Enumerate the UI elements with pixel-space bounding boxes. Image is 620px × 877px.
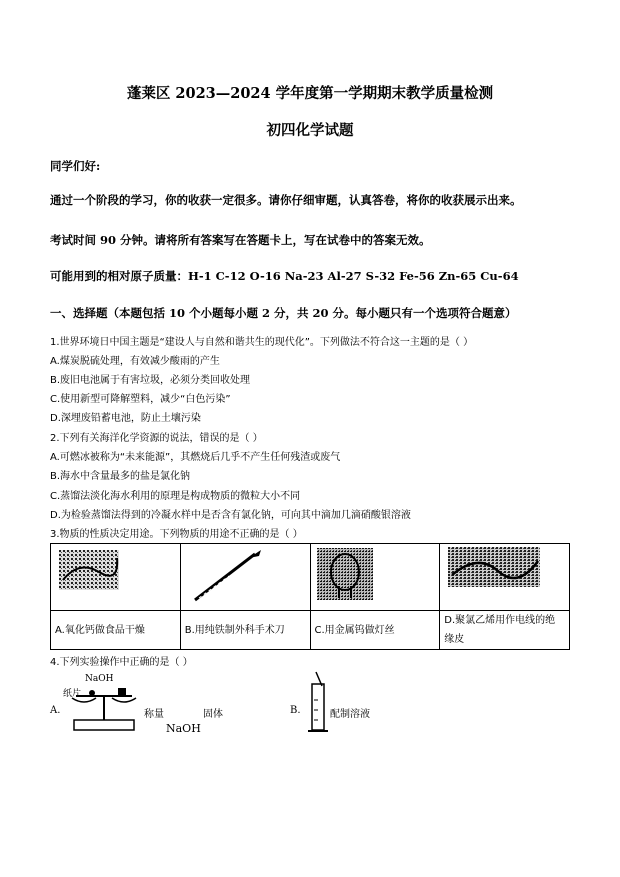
- option-d-caption: D.聚氯乙烯用作电线的绝缘皮: [440, 611, 570, 650]
- greeting: 同学们好:: [50, 159, 101, 173]
- question-1-option-d: D.深埋废铅蓄电池，防止土壤污染: [50, 413, 201, 424]
- intro-line-1: 通过一个阶段的学习，你的收获一定很多。请你仔细审题，认真答卷，将你的收获展示出来。: [50, 193, 522, 207]
- intro-line-2: 考试时间 90 分钟。请将所有答案写在答题卡上，写在试卷中的答案无效。: [50, 233, 431, 247]
- question-2-option-c: C.蒸馏法淡化海水利用的原理是构成物质的微粒大小不同: [50, 491, 301, 502]
- option-d-image-cell: [440, 544, 570, 611]
- naoh-label: NaOH: [85, 674, 114, 684]
- question-2-option-b: B.海水中含量最多的盐是氯化钠: [50, 471, 191, 482]
- light-bulb-photo: [317, 548, 373, 600]
- option-c-caption: C.用金属钨做灯丝: [310, 611, 440, 650]
- option-b-caption: B.用纯铁制外科手术刀: [180, 611, 310, 650]
- option-b-letter: B.: [290, 705, 301, 716]
- question-1-option-a: A.煤炭脱硫处理，有效减少酸雨的产生: [50, 356, 220, 367]
- graduated-cylinder-icon: [306, 670, 330, 736]
- exam-subtitle: 初四化学试题: [266, 122, 354, 139]
- question-1-option-b: B.废旧电池属于有害垃圾，必须分类回收处理: [50, 375, 251, 386]
- option-b-image-cell: [180, 544, 310, 611]
- option-a-image-cell: [51, 544, 181, 611]
- question-3-stem: 3.物质的性质决定用途。下列物质的用途不正确的是（ ）: [50, 529, 303, 540]
- question-1-option-c: C.使用新型可降解塑料，减少“白色污染”: [50, 394, 231, 405]
- option-b-text: 配制溶液: [330, 709, 370, 720]
- option-a-caption: A.氧化钙做食品干燥: [51, 611, 181, 650]
- option-a-letter: A.: [50, 705, 61, 716]
- atomic-masses: 可能用到的相对原子质量：H-1 C-12 O-16 Na-23 Al-27 S-32 Fe-56 Zn-65 Cu-64: [50, 269, 519, 283]
- question-4-stem: 4.下列实验操作中正确的是（ ）: [50, 657, 193, 668]
- question-2-stem: 2.下列有关海洋化学资源的说法，错误的是（ ）: [50, 433, 263, 444]
- scalpel-icon: [189, 548, 269, 604]
- calcium-oxide-photo: [59, 550, 119, 590]
- option-a-text-weigh: 称量: [144, 709, 164, 720]
- question-1-stem: 1.世界环境日中国主题是“建设人与自然和谐共生的现代化”。下列做法不符合这一主题的是（ ）: [50, 337, 474, 348]
- exam-title: 蓬莱区 2023—2024 学年度第一学期期末教学质量检测: [126, 85, 494, 102]
- paper-label: 纸片: [63, 689, 82, 699]
- question-3-table: [50, 543, 570, 650]
- section-heading: 一、选择题（本题包括 10 个小题每小题 2 分，共 20 分。每小题只有一个选项符合题意）: [50, 306, 517, 320]
- option-a-text-solid: 固体: [203, 709, 223, 720]
- option-a-text-naoh: NaOH: [166, 722, 201, 735]
- wire-insulation-photo: [448, 547, 540, 587]
- option-c-image-cell: [310, 544, 440, 611]
- question-2-option-a: A.可燃冰被称为“未来能源”，其燃烧后几乎不产生任何残渣或废气: [50, 452, 341, 463]
- question-2-option-d: D.为检验蒸馏法得到的冷凝水样中是否含有氯化钠，可向其中滴加几滴硝酸银溶液: [50, 510, 411, 521]
